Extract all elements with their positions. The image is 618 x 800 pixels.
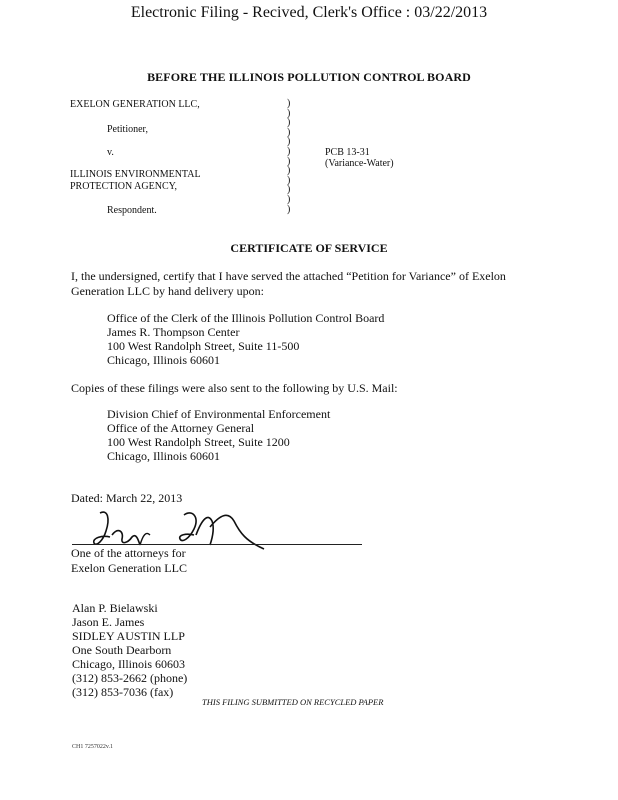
address-line: Division Chief of Environmental Enforcement bbox=[107, 407, 331, 421]
caption-paren: ) bbox=[287, 117, 291, 129]
board-title: BEFORE THE ILLINOIS POLLUTION CONTROL BOARD bbox=[147, 70, 471, 84]
filing-header: Electronic Filing - Recived, Clerk's Office : 03/22/2013 bbox=[130, 4, 488, 21]
address-line: Office of the Attorney General bbox=[107, 421, 255, 435]
service-paragraph-line1: I, the undersigned, certify that I have served the attached “Petition for Variance” of Exelon bbox=[71, 269, 506, 283]
caption-paren: ) bbox=[287, 107, 291, 119]
signature-caption-line1: One of the attorneys for bbox=[71, 546, 186, 560]
case-type: (Variance-Water) bbox=[325, 158, 394, 169]
petitioner-name: EXELON GENERATION LLC, bbox=[70, 99, 200, 110]
respondent-label: Respondent. bbox=[107, 205, 157, 216]
caption-paren: ) bbox=[287, 193, 291, 205]
address-line: Office of the Clerk of the Illinois Pollution Control Board bbox=[107, 311, 385, 325]
caption-parentheses bbox=[287, 99, 290, 214]
service-paragraph-line2: Generation LLC by hand delivery upon: bbox=[71, 284, 264, 298]
attorney-general-address bbox=[107, 407, 330, 463]
certificate-title: CERTIFICATE OF SERVICE bbox=[230, 241, 388, 255]
respondent-name-line1: ILLINOIS ENVIRONMENTAL bbox=[70, 169, 201, 180]
case-number: PCB 13-31 bbox=[325, 147, 370, 158]
address-line: Chicago, Illinois 60601 bbox=[107, 449, 220, 463]
caption-paren: ) bbox=[287, 155, 291, 167]
attorney-line: (312) 853-7036 (fax) bbox=[72, 685, 174, 699]
signature-line bbox=[72, 544, 362, 545]
signature-caption-line2: Exelon Generation LLC bbox=[71, 561, 187, 575]
address-line: James R. Thompson Center bbox=[107, 325, 240, 339]
caption-paren: ) bbox=[287, 203, 291, 215]
respondent-name-line2: PROTECTION AGENCY, bbox=[70, 181, 178, 192]
address-line: Chicago, Illinois 60601 bbox=[107, 353, 220, 367]
dated-line: Dated: March 22, 2013 bbox=[71, 491, 183, 505]
attorney-contact-block bbox=[72, 601, 187, 699]
versus-label: v. bbox=[107, 147, 114, 158]
petitioner-label: Petitioner, bbox=[107, 124, 148, 135]
mail-paragraph: Copies of these filings were also sent to the following by U.S. Mail: bbox=[71, 381, 398, 395]
caption-paren: ) bbox=[287, 126, 291, 138]
document-id: CH1 7257022v.1 bbox=[72, 744, 113, 750]
recycled-paper-note: THIS FILING SUBMITTED ON RECYCLED PAPER bbox=[202, 697, 384, 707]
address-line: 100 West Randolph Street, Suite 1200 bbox=[107, 435, 290, 449]
attorney-line: SIDLEY AUSTIN LLP bbox=[72, 629, 185, 643]
caption-paren: ) bbox=[287, 184, 291, 196]
address-line: 100 West Randolph Street, Suite 11-500 bbox=[107, 339, 300, 353]
caption-paren: ) bbox=[287, 98, 291, 109]
clerk-address bbox=[107, 311, 384, 367]
caption-paren: ) bbox=[287, 136, 291, 148]
caption-paren: ) bbox=[287, 145, 291, 157]
caption-paren: ) bbox=[287, 174, 291, 186]
attorney-line: Jason E. James bbox=[72, 615, 145, 629]
attorney-line: One South Dearborn bbox=[72, 643, 172, 657]
attorney-line: Alan P. Bielawski bbox=[72, 601, 158, 615]
attorney-line: (312) 853-2662 (phone) bbox=[72, 671, 188, 685]
caption-paren: ) bbox=[287, 165, 291, 177]
attorney-line: Chicago, Illinois 60603 bbox=[72, 657, 185, 671]
